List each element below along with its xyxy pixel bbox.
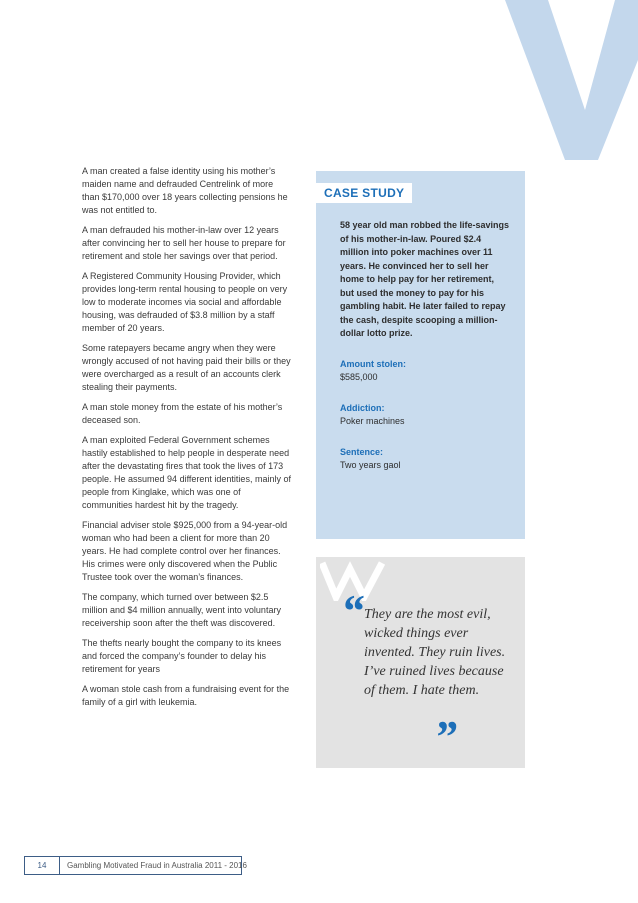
addiction-value: Poker machines bbox=[340, 416, 405, 426]
body-paragraph: A man exploited Federal Government schemes hastily established to help people in desperate need after the devastating fires that took the lives of 173 people. He assumed 94 different identities, mainly of people from Kinglake, which was one of communities hardest hit by the tragedy. bbox=[82, 435, 291, 510]
quote-text: They are the most evil, wicked things ever invented. They ruin lives. I’ve ruined lives because of them. I hate them. bbox=[364, 607, 506, 698]
case-study-tag: CASE STUDY bbox=[316, 183, 412, 203]
case-summary: 58 year old man robbed the life-savings of his mother-in-law. Poured $2.4 million into poker machines over 11 years. He convinced her to sell her home to help pay for her retirement, but used the money to pay for his gambling habit. He later failed to repay the cash, despite scooping a million-dollar lotto prize. bbox=[340, 220, 510, 338]
case-study-body bbox=[340, 219, 510, 490]
sentence-label: Sentence: bbox=[340, 446, 384, 457]
body-paragraph: The thefts nearly bought the company to its knees and forced the company’s founder to delay his retirement for years bbox=[82, 638, 282, 674]
body-paragraph: A woman stole cash from a fundraising event for the family of a girl with leukemia. bbox=[82, 684, 290, 707]
open-quote-mark: “ bbox=[341, 585, 364, 636]
quote-box bbox=[316, 557, 525, 768]
sentence-value: Two years gaol bbox=[340, 460, 401, 470]
body-text-column bbox=[82, 165, 292, 716]
body-paragraph: Financial adviser stole $925,000 from a 94-year-old woman who had been a client for more than 20 years. He had complete control over her finances. His crimes were only discovered when the Public Trustee took over the woman’s finances. bbox=[82, 520, 288, 582]
addiction-label: Addiction: bbox=[340, 402, 385, 413]
page-footer bbox=[24, 856, 247, 875]
case-study-box bbox=[316, 171, 525, 539]
page-number: 14 bbox=[25, 857, 60, 874]
amount-value: $585,000 bbox=[340, 372, 378, 382]
body-paragraph: A man stole money from the estate of his mother’s deceased son. bbox=[82, 402, 283, 425]
amount-label: Amount stolen: bbox=[340, 358, 406, 369]
body-paragraph: A man defrauded his mother-in-law over 12 years after convincing her to sell her house to prepare for retirement and stole her savings over that period. bbox=[82, 225, 286, 261]
close-quote-mark: ” bbox=[434, 711, 457, 762]
body-paragraph: Some ratepayers became angry when they were wrongly accused of not having paid their bills or they were overcharged as a result of an accounts clerk stealing their payments. bbox=[82, 343, 291, 392]
body-paragraph: A Registered Community Housing Provider, which provides long-term rental housing to people on very low to moderate incomes via social and affordable housing, was defrauded of $3.8 million by a staff member of 20 years. bbox=[82, 271, 288, 333]
body-paragraph: The company, which turned over between $2.5 million and $4 million annually, went into voluntary receivership soon after the theft was discovered. bbox=[82, 592, 281, 628]
body-paragraph: A man created a false identity using his mother’s maiden name and defrauded Centrelink of more than $170,000 over 18 years collecting pensions he was not entitled to. bbox=[82, 166, 288, 215]
footer-title: Gambling Motivated Fraud in Australia 2011 - 2016 bbox=[67, 861, 247, 870]
